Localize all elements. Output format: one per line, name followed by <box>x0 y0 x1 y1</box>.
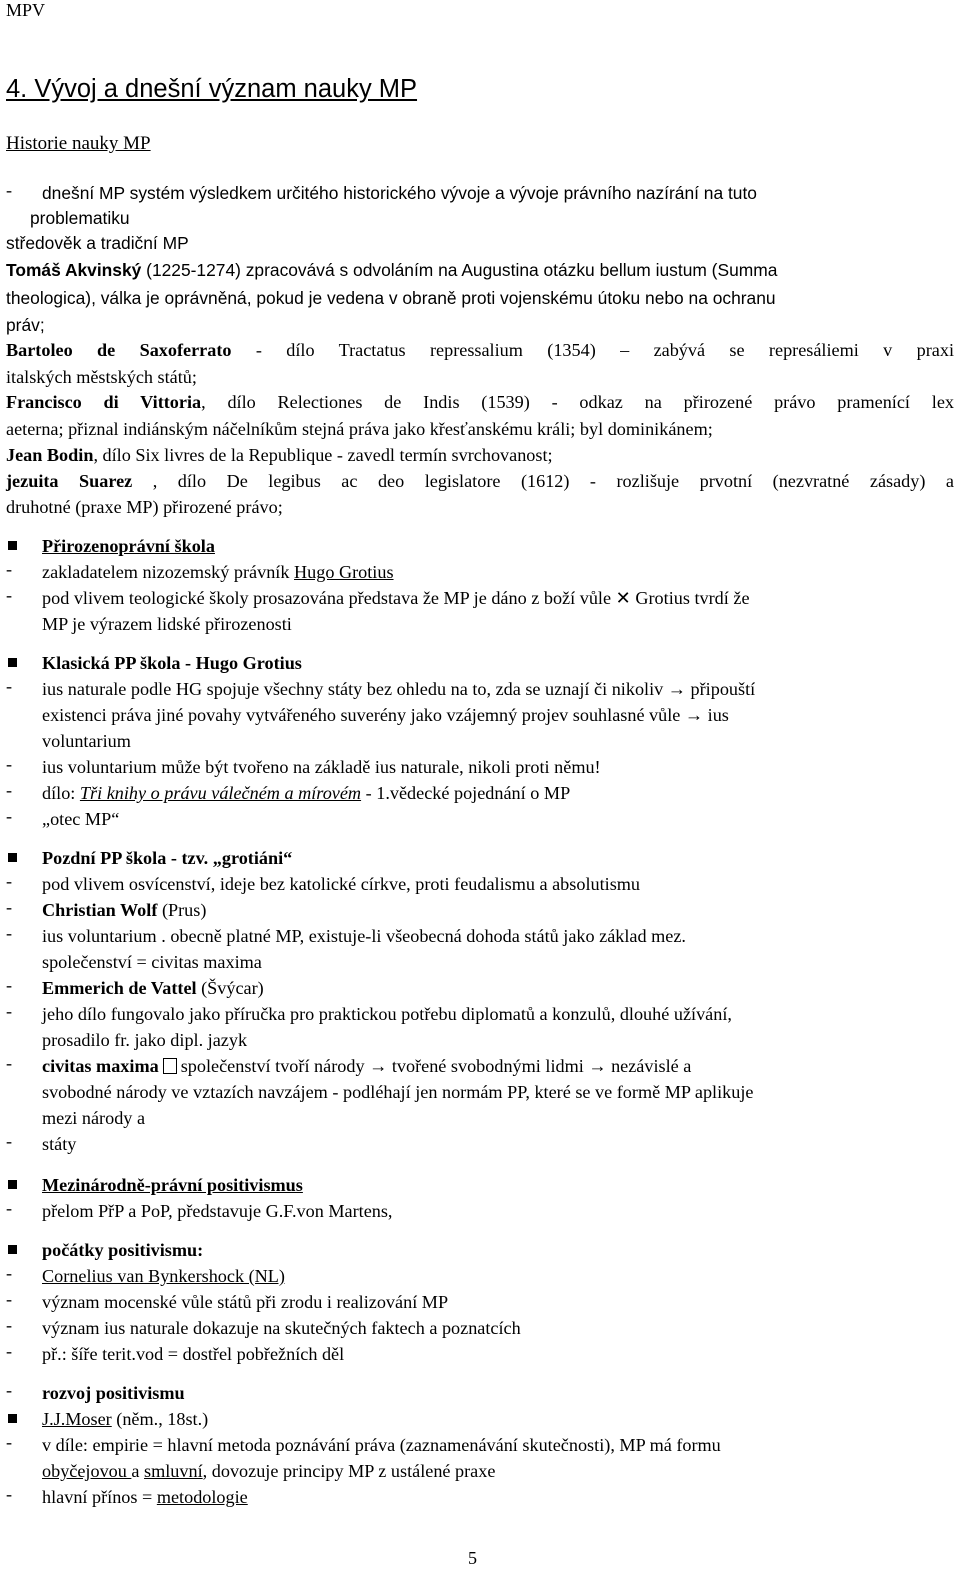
bartoleo-line-2: italských městských států; <box>6 367 197 387</box>
dash: - <box>6 180 13 200</box>
dash: - <box>6 1484 13 1504</box>
dash: - <box>6 1432 13 1452</box>
suarez-name: jezuita Suarez <box>6 471 133 491</box>
s1-heading: Přirozenoprávní škola <box>42 536 215 556</box>
page-number: 5 <box>468 1548 477 1568</box>
s6-moser: J.J.Moser (něm., 18st.) <box>42 1409 209 1429</box>
dash: - <box>6 1380 13 1400</box>
dash: - <box>6 1001 13 1021</box>
s6-heading: rozvoj positivismu <box>42 1383 185 1403</box>
dash: - <box>6 676 13 696</box>
s3-item-b: Christian Wolf (Prus) <box>42 900 207 920</box>
suarez-line-1: jezuita Suarez , dílo De legibus ac deo legislatore (1612) - rozlišuje prvotní (nezvratné zásady) a <box>6 471 954 491</box>
s3-item-f-1: civitas maxima společenství tvoří národy → tvořené svobodnými lidmi → nezávislé a <box>42 1056 692 1076</box>
hist-line-2: středověk a tradiční MP <box>6 233 189 253</box>
akvinsky-name: Tomáš Akvinský <box>6 260 142 280</box>
dash: - <box>6 1289 13 1309</box>
s4-item-a: přelom PřP a PoP, představuje G.F.von Martens, <box>42 1201 393 1221</box>
s1-item-b-1: pod vlivem teologické školy prosazována představa že MP je dáno z boží vůle ✕ Grotius tvrdí že <box>42 588 750 608</box>
s4-heading: Mezinárodně-právní positivismus <box>42 1175 303 1195</box>
akvinsky-line-2: theologica), válka je oprávněná, pokud je vedena v obraně proti vojenskému útoku nebo na ochranu <box>6 288 776 308</box>
s2-item-b: ius voluntarium může být tvořeno na základě ius naturale, nikoli proti němu! <box>42 757 601 777</box>
s5-item-c: význam ius naturale dokazuje na skutečných faktech a poznatcích <box>42 1318 521 1338</box>
bynkershock-link[interactable]: Cornelius van Bynkershock (NL) <box>42 1266 285 1286</box>
s2-item-a-1: ius naturale podle HG spojuje všechny státy bez ohledu na to, zda se uznají či nikoliv → připouští <box>42 679 756 699</box>
s3-item-f-3: mezi národy a <box>42 1108 146 1128</box>
bullet-square <box>8 853 17 862</box>
s2-item-d: „otec MP“ <box>42 809 120 829</box>
s2-item-a-2: existenci práva jiné povahy vytvářeného suverény jako vzájemný projev souhlasné vůle → ius <box>42 705 729 725</box>
dash: - <box>6 871 13 891</box>
bodin-line: Jean Bodin, dílo Six livres de la Republique - zavedl termín svrchovanost; <box>6 445 553 465</box>
dash: - <box>6 1263 13 1283</box>
obycejova-link[interactable]: obyčejovou <box>42 1461 132 1481</box>
dash: - <box>6 559 13 579</box>
vittoria-line-1: Francisco di Vittoria, dílo Relectiones de Indis (1539) - odkaz na přirozené právo pramenící lex <box>6 392 954 412</box>
s6-item-a-2: obyčejovou a smluvní, dovozuje principy MP z ustálené praxe <box>42 1461 496 1481</box>
bullet-square <box>8 1414 17 1423</box>
s3-item-f-2: svobodné národy ve vztazích navzájem - podléhají jen normám PP, které se ve formě MP aplikuje <box>42 1082 754 1102</box>
section-heading: Historie nauky MP <box>6 133 151 154</box>
dash: - <box>6 806 13 826</box>
bullet-square <box>8 541 17 550</box>
dash: - <box>6 975 13 995</box>
s3-item-a: pod vlivem osvícenství, ideje bez katolické církve, proti feudalismu a absolutismu <box>42 874 641 894</box>
bartoleo-name: Bartoleo de Saxoferrato <box>6 340 232 360</box>
bullet-square <box>8 1245 17 1254</box>
suarez-line-2: druhotné (praxe MP) přirozené právo; <box>6 497 283 517</box>
dash: - <box>6 754 13 774</box>
bodin-name: Jean Bodin <box>6 445 94 465</box>
dash: - <box>6 923 13 943</box>
s3-item-e-2: prosadilo fr. jako dipl. jazyk <box>42 1030 248 1050</box>
s5-item-b: význam mocenské vůle států při zrodu i realizování MP <box>42 1292 449 1312</box>
s5-item-a <box>42 1263 954 1289</box>
dash: - <box>6 780 13 800</box>
s3-heading: Pozdní PP škola - tzv. „grotiáni“ <box>42 848 293 868</box>
dash: - <box>6 1053 13 1073</box>
s1-item-a: zakladatelem nizozemský právník Hugo Grotius <box>42 562 394 582</box>
s2-item-a-3: voluntarium <box>42 731 131 751</box>
s3-item-d: Emmerich de Vattel (Švýcar) <box>42 978 264 998</box>
missing-glyph-icon <box>163 1058 177 1074</box>
smluvni-link[interactable]: smluvní <box>144 1461 203 1481</box>
moser-link[interactable]: J.J.Moser <box>42 1409 112 1429</box>
hist-line-1b: problematiku <box>30 208 130 228</box>
s3-item-e-1: jeho dílo fungovalo jako příručka pro praktickou potřebu diplomatů a konzulů, dlouhé užívání, <box>42 1004 732 1024</box>
s6-item-a-1: v díle: empirie = hlavní metoda poznávání práva (zaznamenávání skutečnosti), MP má formu <box>42 1435 721 1455</box>
s5-heading: počátky positivismu: <box>42 1240 204 1260</box>
s5-item-d: př.: šíře terit.vod = dostřel pobřežních děl <box>42 1344 345 1364</box>
dash: - <box>6 1198 13 1218</box>
s1-item-b-2: MP je výrazem lidské přirozenosti <box>42 614 292 634</box>
dash: - <box>6 897 13 917</box>
bullet-square <box>8 658 17 667</box>
akvinsky-line-1: Tomáš Akvinský (1225-1274) zpracovává s odvoláním na Augustina otázku bellum iustum (Summa <box>6 260 778 280</box>
s2-item-c: dílo: Tři knihy o právu válečném a mírovém - 1.vědecké pojednání o MP <box>42 783 571 803</box>
akvinsky-line-3: práv; <box>6 315 45 335</box>
dash: - <box>6 585 13 605</box>
dash: - <box>6 1341 13 1361</box>
s6-item-b: hlavní přínos = metodologie <box>42 1487 248 1507</box>
vittoria-line-2: aeterna; přiznal indiánským náčelníkům stejná práva jako křesťanskému králi; byl dominikánem; <box>6 419 713 439</box>
hist-line-1: dnešní MP systém výsledkem určitého historického vývoje a vývoje právního nazírání na tuto <box>42 183 757 203</box>
s2-heading: Klasická PP škola - Hugo Grotius <box>42 653 302 673</box>
s3-item-c-2: společenství = civitas maxima <box>42 952 262 972</box>
vittoria-name: Francisco di Vittoria <box>6 392 202 412</box>
s3-item-g: státy <box>42 1134 77 1154</box>
bullet-square <box>8 1180 17 1189</box>
tri-knihy-link[interactable]: Tři knihy o právu válečném a mírovém <box>79 783 362 803</box>
page-header: MPV <box>6 0 46 20</box>
dash: - <box>6 1315 13 1335</box>
grotius-link[interactable]: Hugo Grotius <box>294 562 394 582</box>
metodologie-link[interactable]: metodologie <box>156 1487 248 1507</box>
bartoleo-line-1: Bartoleo de Saxoferrato - dílo Tractatus repressalium (1354) – zabývá se represáliemi v praxi <box>6 340 954 360</box>
dash: - <box>6 1131 13 1151</box>
page-title: 4. Vývoj a dnešní význam nauky MP <box>6 75 418 103</box>
s3-item-c-1: ius voluntarium . obecně platné MP, existuje-li všeobecná dohoda států jako základ mez. <box>42 926 686 946</box>
